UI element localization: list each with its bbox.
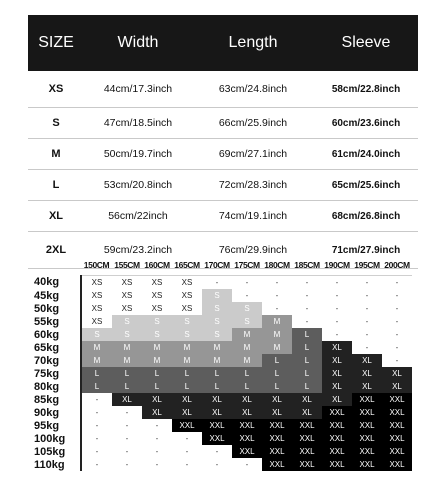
weight-label: 40kg [30, 276, 81, 290]
length-cell: 76cm/29.9inch [192, 232, 314, 269]
size-recommendation-cell: XXL [172, 419, 202, 432]
size-recommendation-cell: L [202, 367, 232, 380]
weight-label: 85kg [30, 393, 81, 406]
size-recommendation-cell: XL [262, 406, 292, 419]
fit-grid-body [30, 276, 412, 472]
size-recommendation-cell: S [232, 302, 262, 315]
size-recommendation-cell: - [81, 432, 112, 445]
size-recommendation-cell: - [232, 458, 262, 471]
size-recommendation-cell: L [262, 380, 292, 393]
width-cell: 50cm/19.7inch [84, 139, 192, 170]
height-label: 200CM [382, 255, 412, 276]
size-recommendation-cell: L [142, 380, 172, 393]
size-recommendation-cell: - [352, 289, 382, 302]
size-recommendation-cell: M [262, 328, 292, 341]
size-recommendation-cell: - [202, 445, 232, 458]
size-recommendation-cell: XS [142, 302, 172, 315]
size-recommendation-cell: XS [142, 289, 172, 302]
weight-label: 105kg [30, 445, 81, 458]
size-recommendation-cell: L [292, 380, 322, 393]
size-recommendation-cell: XXL [232, 432, 262, 445]
size-recommendation-cell: - [352, 341, 382, 354]
size-recommendation-cell: S [81, 328, 112, 341]
size-recommendation-cell: - [112, 432, 142, 445]
size-recommendation-cell: XXL [262, 419, 292, 432]
weight-row [30, 328, 412, 341]
size-recommendation-cell: XL [322, 393, 352, 406]
height-label: 150CM [81, 255, 112, 276]
size-recommendation-cell: S [172, 328, 202, 341]
size-recommendation-cell: L [142, 367, 172, 380]
size-row [28, 201, 418, 232]
size-recommendation-cell: L [262, 354, 292, 367]
size-recommendation-cell: - [322, 276, 352, 290]
weight-row [30, 367, 412, 380]
size-recommendation-cell: XXL [292, 458, 322, 471]
size-recommendation-cell: S [202, 289, 232, 302]
size-recommendation-cell: S [202, 315, 232, 328]
height-label: 155CM [112, 255, 142, 276]
size-recommendation-cell: - [292, 276, 322, 290]
size-recommendation-cell: XL [322, 380, 352, 393]
size-recommendation-cell: - [352, 302, 382, 315]
length-cell: 66cm/25.9inch [192, 108, 314, 139]
weight-label: 45kg [30, 289, 81, 302]
size-recommendation-cell: - [262, 289, 292, 302]
width-cell: 44cm/17.3inch [84, 71, 192, 108]
size-recommendation-cell: XXL [322, 458, 352, 471]
weight-label: 75kg [30, 367, 81, 380]
size-recommendation-cell: - [232, 289, 262, 302]
size-recommendation-cell: - [112, 406, 142, 419]
size-recommendation-cell: S [232, 315, 262, 328]
sleeve-cell: 68cm/26.8inch [314, 201, 418, 232]
height-label: 165CM [172, 255, 202, 276]
size-cell: XL [28, 201, 84, 232]
size-recommendation-cell: L [292, 328, 322, 341]
size-recommendation-cell: M [232, 341, 262, 354]
size-recommendation-cell: XXL [352, 445, 382, 458]
length-cell: 74cm/19.1inch [192, 201, 314, 232]
size-recommendation-cell: - [81, 458, 112, 471]
size-recommendation-cell: XL [292, 406, 322, 419]
size-recommendation-cell: S [142, 328, 172, 341]
size-recommendation-cell: XL [352, 367, 382, 380]
size-recommendation-cell: M [142, 341, 172, 354]
size-recommendation-cell: S [142, 315, 172, 328]
size-recommendation-cell: XL [352, 354, 382, 367]
size-recommendation-cell: S [202, 302, 232, 315]
size-recommendation-cell: - [382, 328, 412, 341]
size-recommendation-cell: XL [232, 393, 262, 406]
size-recommendation-cell: L [262, 367, 292, 380]
size-recommendation-cell: - [172, 445, 202, 458]
weight-row [30, 432, 412, 445]
size-recommendation-cell: M [232, 354, 262, 367]
size-recommendation-cell: XXL [292, 432, 322, 445]
size-recommendation-cell: M [112, 354, 142, 367]
size-recommendation-cell: XXL [352, 393, 382, 406]
sleeve-cell: 58cm/22.8inch [314, 71, 418, 108]
size-recommendation-cell: - [112, 458, 142, 471]
height-weight-size-grid [30, 255, 412, 471]
size-recommendation-cell: XXL [262, 445, 292, 458]
size-recommendation-cell: - [81, 406, 112, 419]
size-recommendation-cell: M [142, 354, 172, 367]
size-cell: M [28, 139, 84, 170]
size-recommendation-cell: - [382, 315, 412, 328]
size-recommendation-cell: XL [382, 367, 412, 380]
size-recommendation-cell: - [142, 445, 172, 458]
weight-row [30, 302, 412, 315]
size-recommendation-cell: XXL [382, 406, 412, 419]
size-recommendation-cell: L [112, 380, 142, 393]
size-recommendation-cell: - [142, 419, 172, 432]
width-cell: 59cm/23.2inch [84, 232, 192, 269]
size-recommendation-cell: M [262, 341, 292, 354]
weight-label: 60kg [30, 328, 81, 341]
size-recommendation-cell: XXL [232, 445, 262, 458]
size-recommendation-cell: - [202, 276, 232, 290]
weight-row [30, 445, 412, 458]
size-recommendation-cell: - [142, 458, 172, 471]
size-recommendation-cell: L [81, 380, 112, 393]
size-recommendation-cell: XS [172, 289, 202, 302]
size-recommendation-cell: - [292, 302, 322, 315]
size-recommendation-cell: - [322, 328, 352, 341]
size-recommendation-cell: - [322, 289, 352, 302]
size-recommendation-cell: - [352, 276, 382, 290]
size-recommendation-cell: L [232, 380, 262, 393]
size-recommendation-cell: XL [232, 406, 262, 419]
size-recommendation-cell: XXL [382, 458, 412, 471]
size-recommendation-cell: L [81, 367, 112, 380]
weight-row [30, 393, 412, 406]
size-recommendation-cell: L [232, 367, 262, 380]
size-recommendation-cell: XL [322, 354, 352, 367]
height-label: 185CM [292, 255, 322, 276]
size-row [28, 71, 418, 108]
size-recommendation-cell: XL [112, 393, 142, 406]
size-recommendation-cell: L [112, 367, 142, 380]
weight-row [30, 458, 412, 471]
size-recommendation-cell: XXL [232, 419, 262, 432]
weight-label: 90kg [30, 406, 81, 419]
weight-row [30, 406, 412, 419]
size-recommendation-cell: XXL [352, 432, 382, 445]
size-recommendation-cell: XL [202, 393, 232, 406]
height-label: 175CM [232, 255, 262, 276]
size-recommendation-cell: XXL [292, 419, 322, 432]
length-cell: 72cm/28.3inch [192, 170, 314, 201]
size-recommendation-cell: XXL [322, 432, 352, 445]
size-recommendation-cell: XL [352, 380, 382, 393]
size-recommendation-cell: M [172, 341, 202, 354]
weight-label: 70kg [30, 354, 81, 367]
size-recommendation-cell: M [232, 328, 262, 341]
size-recommendation-cell: - [352, 315, 382, 328]
weight-label: 100kg [30, 432, 81, 445]
size-recommendation-cell: XXL [352, 419, 382, 432]
size-recommendation-cell: M [81, 341, 112, 354]
size-recommendation-cell: L [292, 341, 322, 354]
size-recommendation-cell: - [262, 276, 292, 290]
weight-row [30, 354, 412, 367]
size-recommendation-cell: L [292, 367, 322, 380]
size-recommendation-cell: XXL [382, 393, 412, 406]
weight-row [30, 315, 412, 328]
size-recommendation-cell: XS [142, 276, 172, 290]
height-label: 180CM [262, 255, 292, 276]
size-recommendation-cell: M [262, 315, 292, 328]
size-recommendation-cell: M [202, 341, 232, 354]
weight-label: 110kg [30, 458, 81, 471]
size-recommendation-cell: L [172, 367, 202, 380]
size-recommendation-cell: XL [142, 393, 172, 406]
size-recommendation-cell: XL [322, 367, 352, 380]
size-recommendation-cell: - [112, 419, 142, 432]
weight-label: 55kg [30, 315, 81, 328]
width-cell: 47cm/18.5inch [84, 108, 192, 139]
size-recommendation-cell: XS [81, 276, 112, 290]
header-size: SIZE [28, 15, 84, 71]
size-cell: S [28, 108, 84, 139]
size-recommendation-cell: XXL [322, 419, 352, 432]
height-label: 160CM [142, 255, 172, 276]
size-recommendation-cell: L [172, 380, 202, 393]
header-sleeve: Sleeve [314, 15, 418, 71]
size-recommendation-cell: XS [81, 315, 112, 328]
size-recommendation-cell: XS [81, 302, 112, 315]
grid-corner [30, 255, 81, 276]
size-recommendation-cell: XXL [382, 445, 412, 458]
size-cell: L [28, 170, 84, 201]
sleeve-cell: 61cm/24.0inch [314, 139, 418, 170]
size-recommendation-cell: XL [382, 380, 412, 393]
size-recommendation-cell: S [112, 328, 142, 341]
size-recommendation-cell: XL [322, 341, 352, 354]
size-recommendation-cell: XXL [202, 432, 232, 445]
size-recommendation-cell: XXL [352, 458, 382, 471]
height-header-row [30, 255, 412, 276]
size-recommendation-cell: - [112, 445, 142, 458]
sleeve-cell: 65cm/25.6inch [314, 170, 418, 201]
header-length: Length [192, 15, 314, 71]
size-recommendation-cell: M [172, 354, 202, 367]
size-cell: 2XL [28, 232, 84, 269]
size-recommendation-cell: S [172, 315, 202, 328]
size-recommendation-cell: - [322, 302, 352, 315]
size-recommendation-cell: - [382, 341, 412, 354]
weight-label: 80kg [30, 380, 81, 393]
size-table-header [28, 15, 418, 71]
header-width: Width [84, 15, 192, 71]
size-recommendation-cell: M [112, 341, 142, 354]
size-recommendation-cell: XXL [352, 406, 382, 419]
height-label: 170CM [202, 255, 232, 276]
size-recommendation-cell: - [81, 419, 112, 432]
size-recommendation-cell: XS [112, 276, 142, 290]
size-recommendation-cell: M [202, 354, 232, 367]
size-recommendation-cell: S [202, 328, 232, 341]
height-label: 190CM [322, 255, 352, 276]
size-recommendation-cell: - [232, 276, 262, 290]
size-recommendation-cell: - [352, 328, 382, 341]
size-recommendation-cell: XXL [382, 432, 412, 445]
size-recommendation-cell: XXL [382, 419, 412, 432]
weight-label: 50kg [30, 302, 81, 315]
size-recommendation-cell: - [292, 315, 322, 328]
weight-row [30, 276, 412, 290]
size-recommendation-cell: - [172, 458, 202, 471]
weight-row [30, 289, 412, 302]
weight-row [30, 419, 412, 432]
size-recommendation-cell: S [112, 315, 142, 328]
weight-row [30, 341, 412, 354]
size-recommendation-cell: XXL [322, 406, 352, 419]
size-recommendation-cell: L [202, 380, 232, 393]
size-recommendation-cell: - [382, 354, 412, 367]
weight-label: 65kg [30, 341, 81, 354]
size-recommendation-cell: - [81, 393, 112, 406]
size-recommendation-cell: - [322, 315, 352, 328]
size-row [28, 108, 418, 139]
width-cell: 53cm/20.8inch [84, 170, 192, 201]
size-row [28, 170, 418, 201]
size-recommendation-cell: XXL [202, 419, 232, 432]
size-recommendation-cell: - [382, 276, 412, 290]
size-recommendation-cell: XL [292, 393, 322, 406]
size-recommendation-cell: - [81, 445, 112, 458]
size-recommendation-cell: - [382, 302, 412, 315]
size-recommendation-cell: - [172, 432, 202, 445]
size-recommendation-cell: XL [172, 393, 202, 406]
size-recommendation-cell: - [262, 302, 292, 315]
weight-row [30, 380, 412, 393]
size-recommendation-cell: XXL [262, 432, 292, 445]
weight-label: 95kg [30, 419, 81, 432]
size-recommendation-cell: - [142, 432, 172, 445]
sleeve-cell: 71cm/27.9inch [314, 232, 418, 269]
size-recommendation-cell: XXL [322, 445, 352, 458]
size-recommendation-cell: XS [172, 302, 202, 315]
size-recommendation-cell: XS [81, 289, 112, 302]
size-recommendation-cell: - [292, 289, 322, 302]
size-recommendation-cell: XL [262, 393, 292, 406]
sleeve-cell: 60cm/23.6inch [314, 108, 418, 139]
size-recommendation-cell: XL [202, 406, 232, 419]
size-recommendation-cell: XS [112, 302, 142, 315]
length-cell: 63cm/24.8inch [192, 71, 314, 108]
size-recommendation-cell: - [382, 289, 412, 302]
size-recommendation-cell: XXL [292, 445, 322, 458]
length-cell: 69cm/27.1inch [192, 139, 314, 170]
size-recommendation-cell: XXL [262, 458, 292, 471]
size-measurement-table [28, 15, 418, 269]
size-recommendation-cell: XS [112, 289, 142, 302]
width-cell: 56cm/22inch [84, 201, 192, 232]
size-recommendation-cell: M [81, 354, 112, 367]
size-cell: XS [28, 71, 84, 108]
height-label: 195CM [352, 255, 382, 276]
size-recommendation-cell: L [292, 354, 322, 367]
size-recommendation-cell: XL [142, 406, 172, 419]
size-table-body [28, 71, 418, 269]
fit-grid-table [30, 255, 412, 471]
size-recommendation-cell: XL [172, 406, 202, 419]
size-recommendation-cell: - [202, 458, 232, 471]
size-row [28, 139, 418, 170]
size-recommendation-cell: XS [172, 276, 202, 290]
